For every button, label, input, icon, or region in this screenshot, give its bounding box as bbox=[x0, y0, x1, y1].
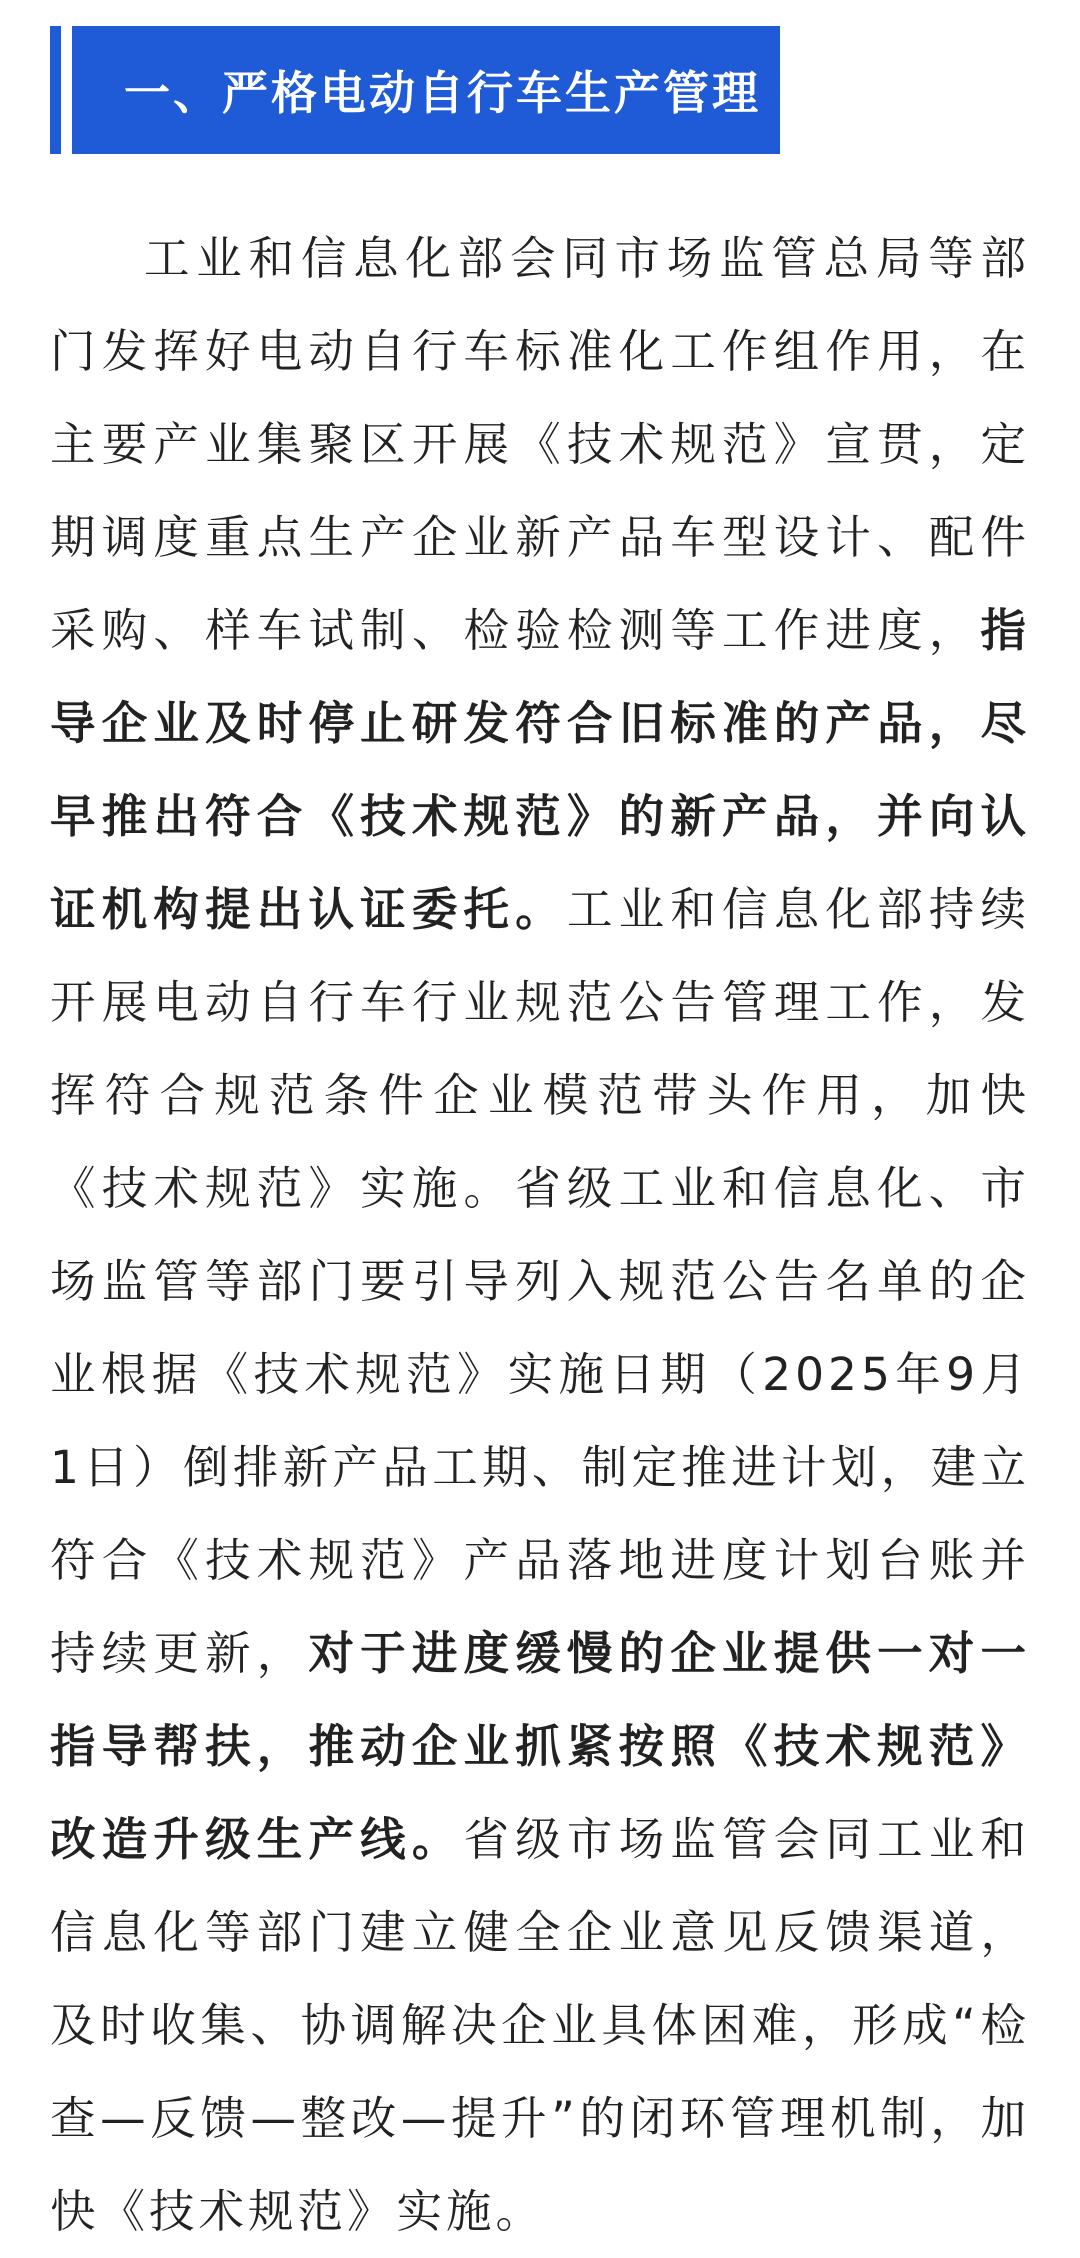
paragraph-run: 工业和信息化部持续开展电动自行车行业规范公告管理工作，发挥符合规范条件企业模范带头作用，加快《技术规范》实施。省级工业和信息化、市场监管等部门要引导列入规范公告名单的企业根据《技术规范》实施日期（2025年9月1日）倒排新产品工期、制定推进计划，建立符合《技术规范》产品落地进度计划台账并持续更新， bbox=[50, 883, 1030, 1680]
header-banner bbox=[72, 26, 780, 154]
header-accent-bar bbox=[50, 26, 61, 154]
article-paragraph bbox=[50, 212, 1030, 2258]
paragraph-run-bold: 对于进度缓慢的企业提供一对一指导帮扶，推动企业抓紧按照《技术规范》改造升级生产线。 bbox=[50, 1627, 1030, 1866]
paragraph-run: 省级市场监管会同工业和信息化等部门建立健全企业意见反馈渠道，及时收集、协调解决企业具体困难，形成“检查—反馈—整改—提升”的闭环管理机制，加快《技术规范》实施。 bbox=[50, 1813, 1030, 2238]
paragraph-run: 工业和信息化部会同市场监管总局等部门发挥好电动自行车标准化工作组作用，在主要产业集聚区开展《技术规范》宣贯，定期调度重点生产企业新产品车型设计、配件采购、样车试制、检验检测等工作进度， bbox=[50, 232, 1030, 657]
paragraph-run-bold: 指导企业及时停止研发符合旧标准的产品，尽早推出符合《技术规范》的新产品，并向认证机构提出认证委托。 bbox=[50, 604, 1030, 936]
section-header bbox=[50, 26, 780, 154]
section-title: 一、严格电动自行车生产管理 bbox=[124, 66, 761, 120]
